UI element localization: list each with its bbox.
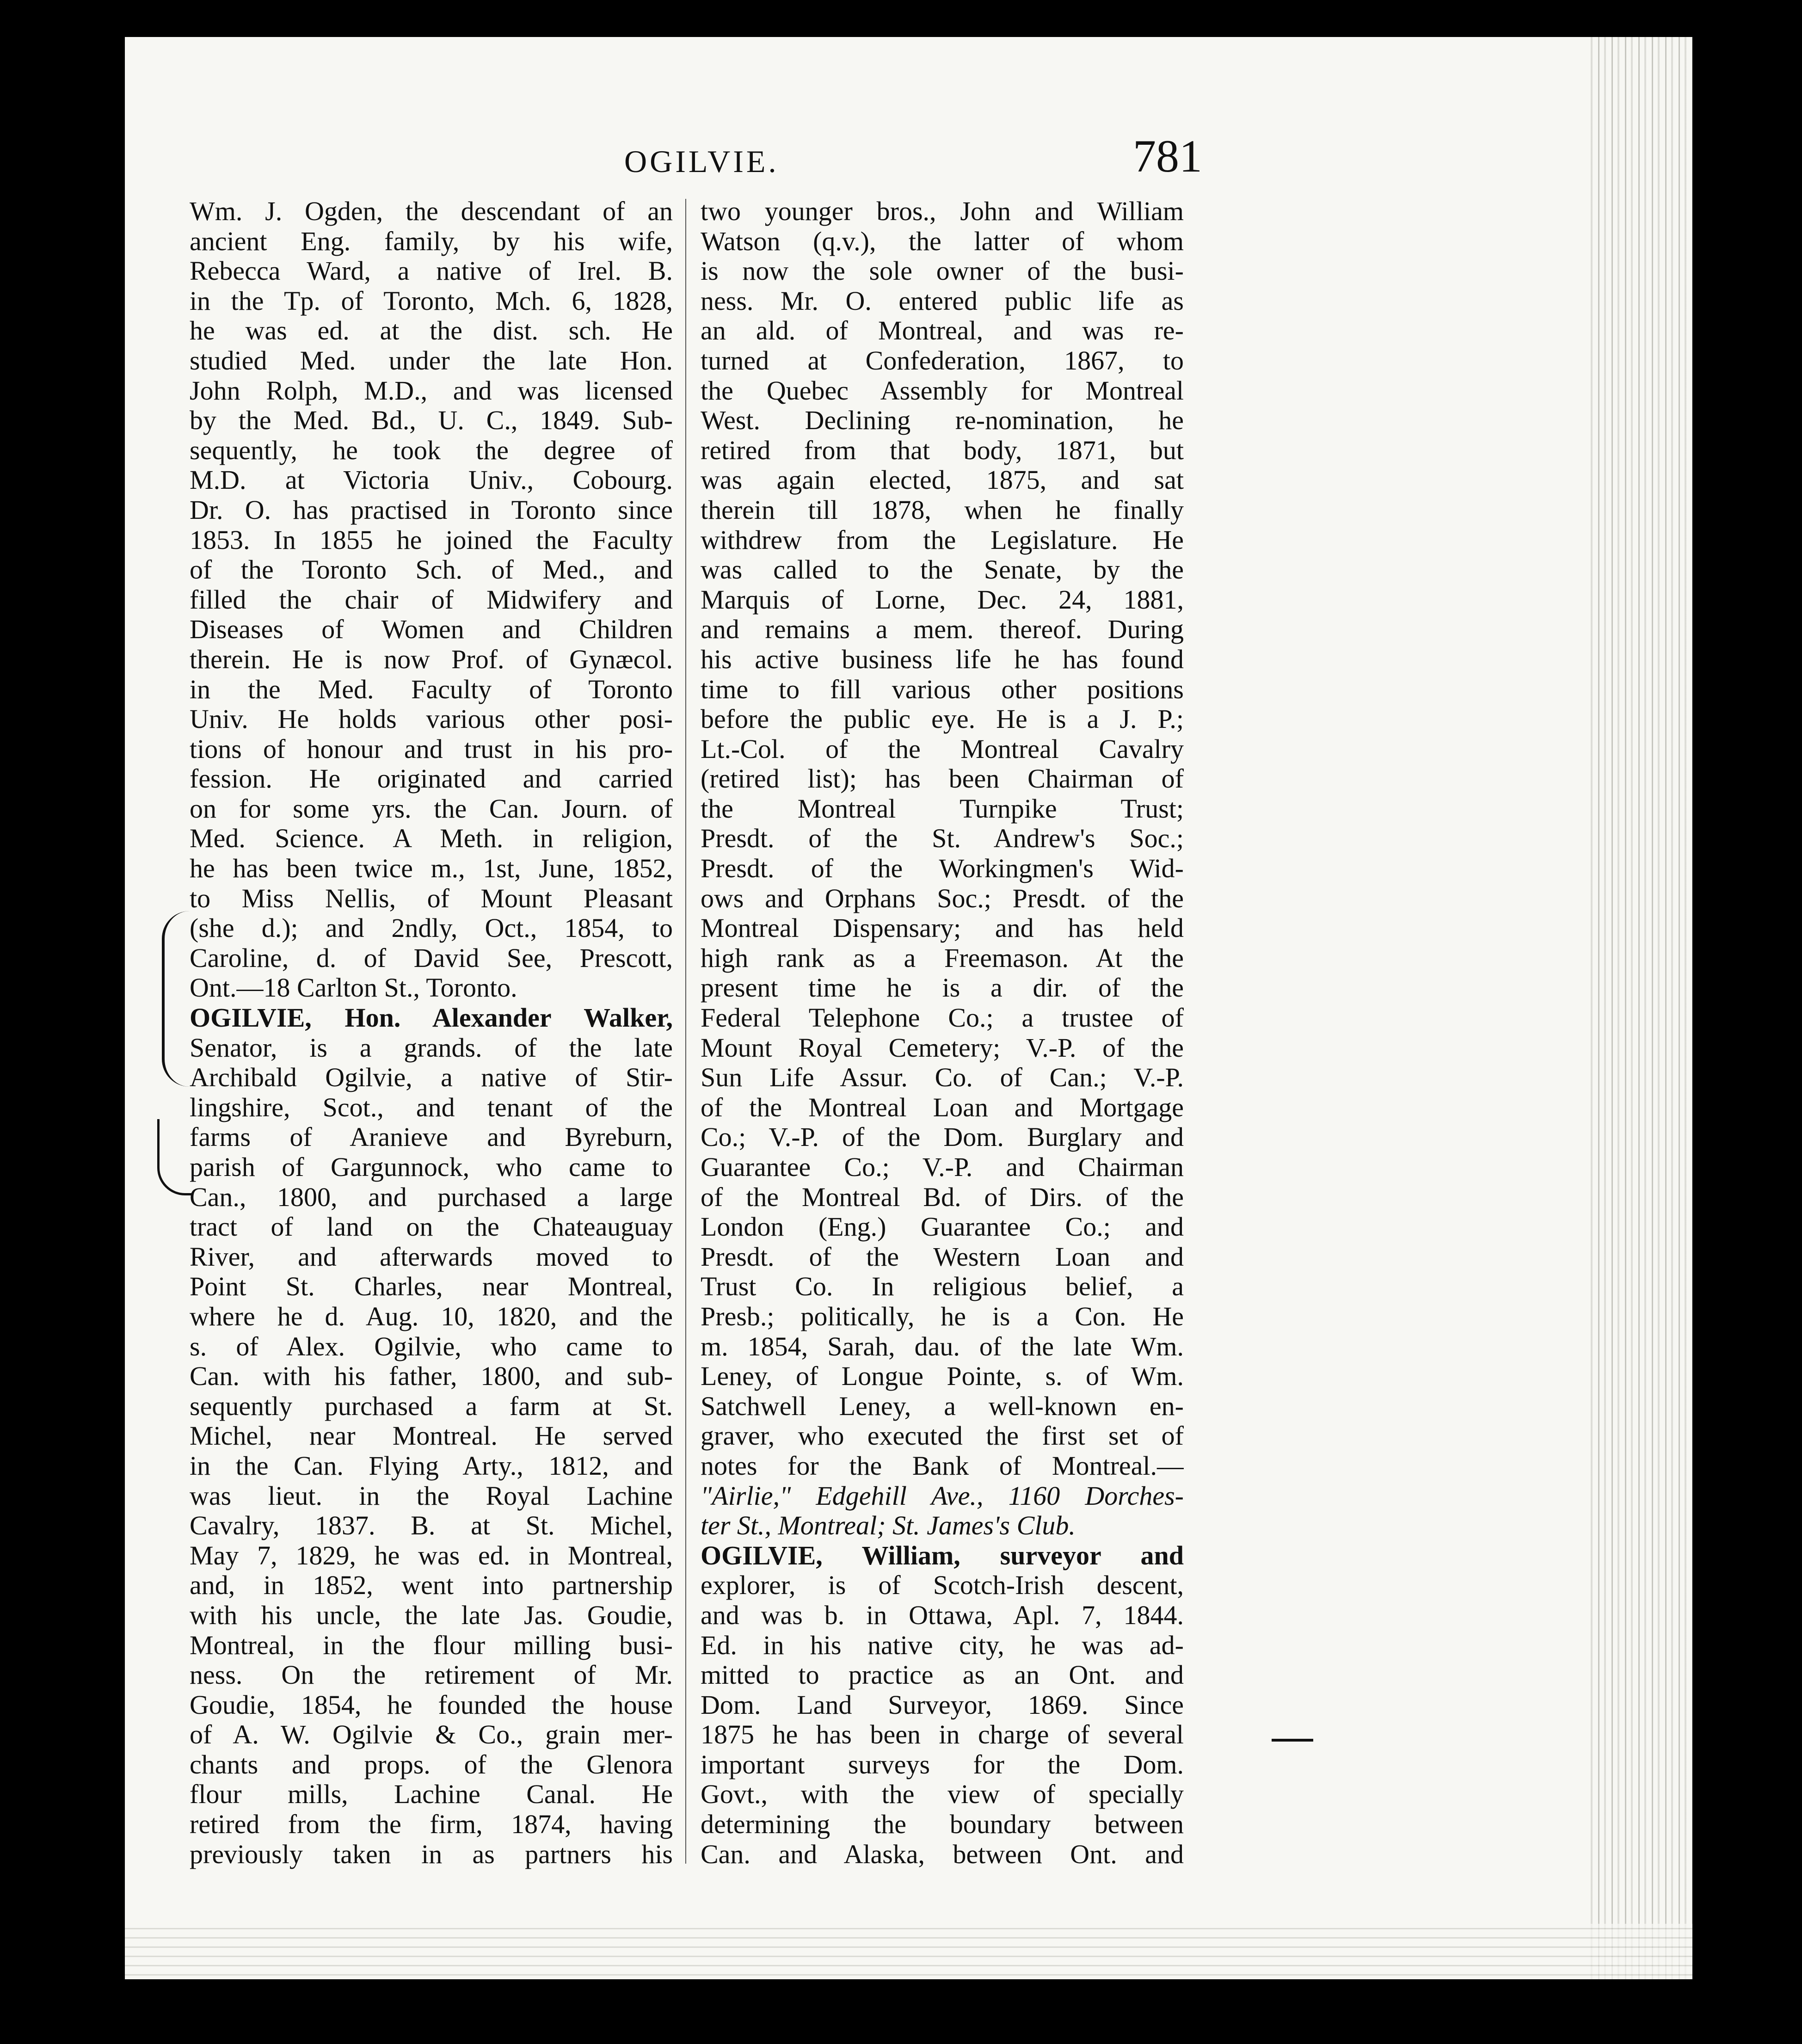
page-number: 781: [1133, 130, 1202, 182]
text-line: Point St. Charles, near Montreal,: [190, 1272, 673, 1302]
text-line: (retired list); has been Chairman of: [701, 764, 1184, 794]
text-line: Presb.; politically, he is a Con. He: [701, 1301, 1184, 1331]
text-line: ancient Eng. family, by his wife,: [190, 226, 673, 256]
text-line: Senator, is a grands. of the late: [190, 1033, 673, 1063]
text-line: tions of honour and trust in his pro-: [190, 734, 673, 764]
page-header: [125, 129, 1692, 194]
text-line: mitted to practice as an Ont. and: [701, 1660, 1184, 1690]
text-line: s. of Alex. Ogilvie, who came to: [190, 1331, 673, 1361]
text-line: ness. Mr. O. entered public life as: [701, 286, 1184, 316]
text-line: the Montreal Turnpike Trust;: [701, 794, 1184, 824]
text-line: withdrew from the Legislature. He: [701, 525, 1184, 555]
text-line: ows and Orphans Soc.; Presdt. of the: [701, 883, 1184, 913]
text-line: Caroline, d. of David See, Prescott,: [190, 943, 673, 973]
text-line: is now the sole owner of the busi-: [701, 256, 1184, 286]
text-line: River, and afterwards moved to: [190, 1242, 673, 1272]
text-line: Archibald Ogilvie, a native of Stir-: [190, 1063, 673, 1093]
text-line: before the public eye. He is a J. P.;: [701, 704, 1184, 734]
text-line: present time he is a dir. of the: [701, 973, 1184, 1003]
text-line: of A. W. Ogilvie & Co., grain mer-: [190, 1720, 673, 1750]
text-line: parish of Gargunnock, who came to: [190, 1152, 673, 1182]
text-line: Univ. He holds various other posi-: [190, 704, 673, 734]
text-line: important surveys for the Dom.: [701, 1749, 1184, 1779]
text-line: 1853. In 1855 he joined the Faculty: [190, 525, 673, 555]
text-line: and remains a mem. thereof. During: [701, 615, 1184, 645]
text-line: sequently, he took the degree of: [190, 435, 673, 465]
text-line: his active business life he has found: [701, 644, 1184, 674]
text-line: Presdt. of the Workingmen's Wid-: [701, 854, 1184, 884]
text-line: Presdt. of the St. Andrew's Soc.;: [701, 824, 1184, 854]
text-line: by the Med. Bd., U. C., 1849. Sub-: [190, 406, 673, 436]
text-line: Sun Life Assur. Co. of Can.; V.-P.: [701, 1063, 1184, 1093]
margin-dash-mark: [1272, 1739, 1313, 1742]
text-line: Ont.—18 Carlton St., Toronto.: [190, 973, 517, 1003]
text-line: determining the boundary between: [701, 1810, 1184, 1840]
text-line: to Miss Nellis, of Mount Pleasant: [190, 883, 673, 913]
text-line: London (Eng.) Guarantee Co.; and: [701, 1212, 1184, 1242]
text-line: tract of land on the Chateauguay: [190, 1212, 673, 1242]
left-column: [190, 197, 673, 1869]
text-line: therein till 1878, when he finally: [701, 495, 1184, 525]
text-line: of the Montreal Loan and Mortgage: [701, 1092, 1184, 1122]
text-line: Montreal Dispensary; and has held: [701, 913, 1184, 943]
text-line: on for some yrs. the Can. Journ. of: [190, 794, 673, 824]
page-bottom-shading: [125, 1924, 1692, 1979]
text-line: studied Med. under the late Hon.: [190, 345, 673, 376]
text-line: retired from the firm, 1874, having: [190, 1810, 673, 1840]
text-line: with his uncle, the late Jas. Goudie,: [190, 1600, 673, 1630]
text-line: lingshire, Scot., and tenant of the: [190, 1092, 673, 1122]
text-line: Can. with his father, 1800, and sub-: [190, 1361, 673, 1391]
text-line: explorer, is of Scotch-Irish descent,: [701, 1570, 1184, 1601]
text-line: Satchwell Leney, a well-known en-: [701, 1391, 1184, 1421]
text-line: 1875 he has been in charge of several: [701, 1720, 1184, 1750]
text-line: flour mills, Lachine Canal. He: [190, 1779, 673, 1810]
text-line: notes for the Bank of Montreal.—: [701, 1451, 1184, 1481]
text-line: Guarantee Co.; V.-P. and Chairman: [701, 1152, 1184, 1182]
text-line: Watson (q.v.), the latter of whom: [701, 226, 1184, 256]
text-line: sequently purchased a farm at St.: [190, 1391, 673, 1421]
text-line: and was b. in Ottawa, Apl. 7, 1844.: [701, 1600, 1184, 1630]
text-line: and, in 1852, went into partnership: [190, 1570, 673, 1601]
text-line: West. Declining re-nomination, he: [701, 406, 1184, 436]
column-divider: [685, 199, 686, 1864]
text-line: (she d.); and 2ndly, Oct., 1854, to: [190, 913, 673, 943]
text-line: M.D. at Victoria Univ., Cobourg.: [190, 465, 673, 495]
address-line: "Airlie," Edgehill Ave., 1160 Dorches-: [701, 1481, 1184, 1511]
text-line: Dr. O. has practised in Toronto since: [190, 495, 673, 525]
address-line: ter St., Montreal; St. James's Club.: [701, 1511, 1076, 1541]
text-line: ness. On the retirement of Mr.: [190, 1660, 673, 1690]
text-line: graver, who executed the first set of: [701, 1421, 1184, 1451]
text-line: filled the chair of Midwifery and: [190, 585, 673, 615]
text-line: Mount Royal Cemetery; V.-P. of the: [701, 1033, 1184, 1063]
text-line: was called to the Senate, by the: [701, 555, 1184, 585]
text-line: he has been twice m., 1st, June, 1852,: [190, 854, 673, 884]
page-edge-shading: [1586, 37, 1692, 1979]
text-line: Med. Science. A Meth. in religion,: [190, 824, 673, 854]
text-line: Trust Co. In religious belief, a: [701, 1272, 1184, 1302]
text-line: retired from that body, 1871, but: [701, 435, 1184, 465]
text-line: Presdt. of the Western Loan and: [701, 1242, 1184, 1272]
text-line: the Quebec Assembly for Montreal: [701, 376, 1184, 406]
text-line: Cavalry, 1837. B. at St. Michel,: [190, 1511, 673, 1541]
margin-pen-mark: [157, 1119, 192, 1195]
text-line: two younger bros., John and William: [701, 197, 1184, 226]
text-line: in the Med. Faculty of Toronto: [190, 674, 673, 704]
text-line: time to fill various other positions: [701, 674, 1184, 704]
text-line: Rebecca Ward, a native of Irel. B.: [190, 256, 673, 286]
text-line: in the Tp. of Toronto, Mch. 6, 1828,: [190, 286, 673, 316]
text-line: therein. He is now Prof. of Gynæcol.: [190, 644, 673, 674]
text-line: fession. He originated and carried: [190, 764, 673, 794]
text-line: turned at Confederation, 1867, to: [701, 345, 1184, 376]
text-line: of the Montreal Bd. of Dirs. of the: [701, 1182, 1184, 1212]
text-line: chants and props. of the Glenora: [190, 1749, 673, 1779]
text-line: Can., 1800, and purchased a large: [190, 1182, 673, 1212]
text-line: of the Toronto Sch. of Med., and: [190, 555, 673, 585]
text-line: Diseases of Women and Children: [190, 615, 673, 645]
text-line: previously taken in as partners his: [190, 1839, 673, 1869]
text-line: m. 1854, Sarah, dau. of the late Wm.: [701, 1331, 1184, 1361]
text-line: Dom. Land Surveyor, 1869. Since: [701, 1690, 1184, 1720]
running-head: OGILVIE.: [624, 144, 779, 179]
right-column: [701, 197, 1184, 1869]
text-line: Lt.-Col. of the Montreal Cavalry: [701, 734, 1184, 764]
text-line: was again elected, 1875, and sat: [701, 465, 1184, 495]
text-line: May 7, 1829, he was ed. in Montreal,: [190, 1540, 673, 1570]
text-line: Marquis of Lorne, Dec. 24, 1881,: [701, 585, 1184, 615]
text-line: he was ed. at the dist. sch. He: [190, 316, 673, 346]
text-line: Wm. J. Ogden, the descendant of an: [190, 197, 673, 226]
text-line: Michel, near Montreal. He served: [190, 1421, 673, 1451]
text-line: Can. and Alaska, between Ont. and: [701, 1839, 1184, 1869]
text-line: farms of Aranieve and Byreburn,: [190, 1122, 673, 1152]
text-line: in the Can. Flying Arty., 1812, and: [190, 1451, 673, 1481]
text-line: Montreal, in the flour milling busi-: [190, 1630, 673, 1660]
text-line: where he d. Aug. 10, 1820, and the: [190, 1301, 673, 1331]
text-line: Federal Telephone Co.; a trustee of: [701, 1003, 1184, 1033]
text-line: Co.; V.-P. of the Dom. Burglary and: [701, 1122, 1184, 1152]
text-line: Govt., with the view of specially: [701, 1779, 1184, 1810]
text-line: an ald. of Montreal, and was re-: [701, 316, 1184, 346]
text-line: Goudie, 1854, he founded the house: [190, 1690, 673, 1720]
text-line: high rank as a Freemason. At the: [701, 943, 1184, 973]
text-line: Leney, of Longue Pointe, s. of Wm.: [701, 1361, 1184, 1391]
text-line: was lieut. in the Royal Lachine: [190, 1481, 673, 1511]
book-page: [125, 37, 1692, 1979]
entry-heading: OGILVIE, Hon. Alexander Walker,: [190, 1003, 673, 1033]
text-line: John Rolph, M.D., and was licensed: [190, 376, 673, 406]
handwritten-bracket-mark: [162, 911, 192, 1087]
text-line: Ed. in his native city, he was ad-: [701, 1630, 1184, 1660]
entry-heading: OGILVIE, William, surveyor and: [701, 1540, 1184, 1570]
